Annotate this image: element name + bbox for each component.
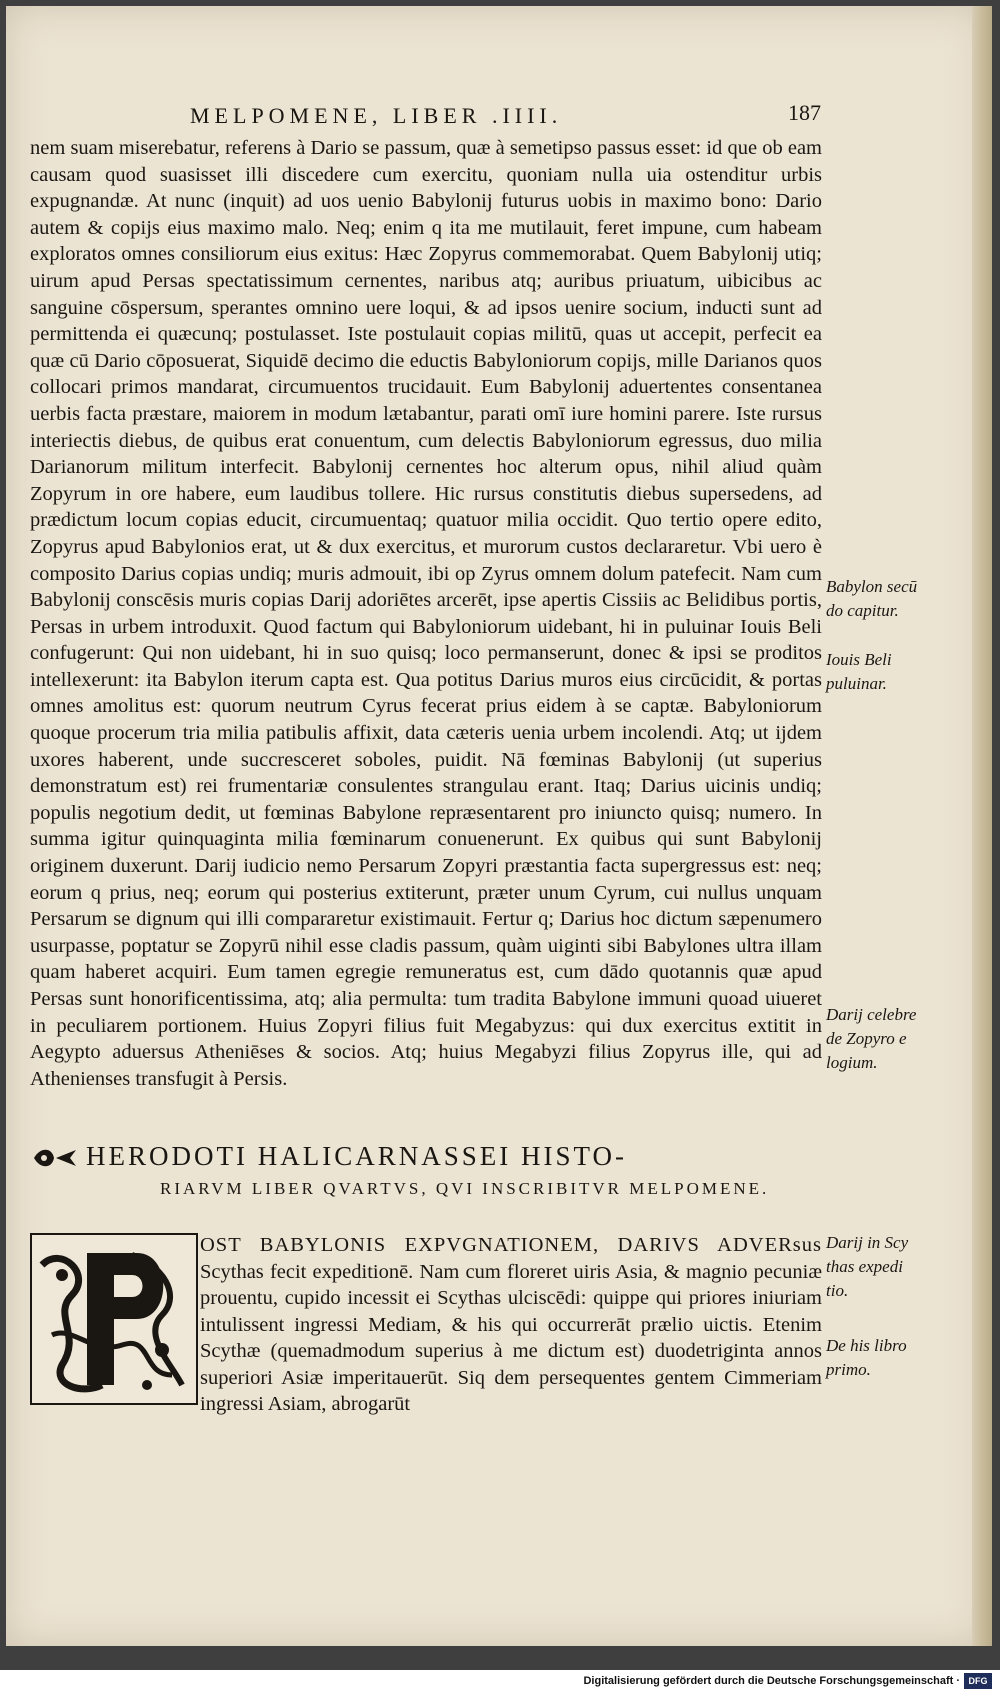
margin-note: Babylon secū do capitur.	[826, 577, 918, 620]
margin-note: Darij in Scy thas expedi tio.	[826, 1233, 909, 1300]
chapter-opening-caps: OST BABYLONIS EXPVGNATIONEM, DARIVS ADVERsus	[200, 1234, 822, 1256]
decorated-initial-p-icon	[30, 1233, 198, 1405]
fleuron-icon	[30, 1145, 80, 1171]
body-text	[30, 135, 822, 1092]
chapter-subheading: RIARVM LIBER QVARTVS, QVI INSCRIBITVR MELPOMENE.	[160, 1179, 770, 1198]
chapter-opening-text	[200, 1232, 822, 1418]
margin-note: Iouis Beli puluinar.	[826, 650, 892, 693]
page-number: 187	[788, 100, 821, 125]
margin-note: De his libro primo.	[826, 1336, 907, 1379]
chapter-heading: HERODOTI HALICARNASSEI HISTO-	[86, 1141, 627, 1171]
digitization-credit: Digitalisierung gefördert durch die Deutsche Forschungsgemeinschaft ·	[583, 1675, 960, 1687]
margin-note: Darij celebre de Zopyro e logium.	[826, 1005, 917, 1072]
chapter-opening-rest: Scythas fecit expeditionē. Nam cum floreret uiris Asia, & magnio pecuniæ prouentu, cupido incessit ei Scythas ulciscēdi: quippe qui priores iniuriam intulissent ingressi Mediam, & his qui occurrerāt prælio uictis. Etenim Scythæ (quemadmodum superius à me dictum est) duodetriginta annos superiori Asiæ imperitauerūt. Siq dem persequentes gentem Cimmeriam ingressi Asiam, abrogarūt	[200, 1260, 822, 1415]
dfg-logo: DFG	[964, 1673, 992, 1689]
running-title: MELPOMENE, LIBER .IIII.	[190, 103, 563, 128]
page-edge	[972, 6, 992, 1646]
body-paragraph: nem suam miserebatur, referens à Dario se passum, quæ à semetipso passus esset: id que ob eam causam quod suasisset illi discedere cum exercitu, quoniam nulla uia ostenditur urbis expugnandæ. At nunc (inquit) ad uos uenio Babylonij futurus uobis in maximo bono: Dario autem & copijs eius maximo malo. Neq; enim q ita me mutilauit, feret impune, cum habeam exploratos omnes consiliorum eius exitus: Hæc Zopyrus commemorabat. Quem Babylonij utiq; uirum apud Persas spectatissimum cernentes, naribus atq; auribus priuatum, uibicibus ac sanguine cōspersum, sperantes omnino uere loqui, & ad ipsos uenire socium, inducti sunt ad permittenda ei quæcunq; postulasset. Iste postulauit copias militū, quas ut accepit, perfecit ea quæ cū Dario cōposuerat, Siquidē decimo die eductis Babyloniorum copijs, mille Darianos quos collocari primos mandarat, circumuentos trucidauit. Eum Babylonij aduertentes consentanea uerbis facta præstare, maiorem in modum lætabantur, parati omī iure homini parere. Iste rursus interiectis diebus, de quibus erat conuentum, cum delectis Babyloniorum egressus, duo milia Darianorum militum interfecit. Babylonij cernentes hoc alterum opus, nihil aliud quàm Zopyrum in ore habere, eum laudibus tollere. Hic rursus constitutis diebus supersedens, ad prædictum locum copias educit, circumuentaq; quatuor milia occidit. Quo tertio opere edito, Zopyrus apud Babylonios erat, ut & dux exercitus, et murorum custos declararetur. Vbi uero è composito Darius copias undiq; muris admouit, ibi op Zyrus omnem dolum patefecit. Nam cum Babylonij conscēsis muris copias Darij adoriētes arcerēt, ipse apertis Cissiis ac Belidibus portis, Persas in urbem introduxit. Quod factum qui Babyloniorum uidebant, hi in puluinar Iouis Beli confugerunt: Qui non uidebant, hi in suo quisq; loco permanserunt, donec & ipsi se proditos intellexerunt: ita Babylon iterum capta est. Qua potitus Darius muros eius circūcidit, & portas omnes amolitus est: quorum neutrum Cyrus fecerat prius eidem à se captæ. Babyloniorum quoque procerum tria milia patibulis affixit, data cæteris uenia urbem incolendi. Atq; ut ijdem uxores haberent, unde succresceret soboles, puidit. Nā fœminas Babylonij (ut superius demonstratum est) rei frumentariæ consulentes strangulau erant. Itaq; Darius uicinis undiq; populis negotium dedit, ut fœminas Babylone repræsentarent pro iniuncto quisq; numero. In summa igitur quinquaginta milia fœminarum conuenerunt. Ex quibus qui sunt Babylonij originem duxerunt. Darij iudicio nemo Persarum Zopyri præstantia facta supergressus est: neq; eorum q prius, neq; eorum qui posterius extiterunt, præter unum Cyrum, cui nullus unquam Persarum se dignum qui illi compararetur existimauit. Fertur q; Darius hoc dictum sæpenumero usurpasse, poptatur se Zopyrū nihil esse cladis passum, quàm uiginti sibi Babylones ultra illam quam haberet acquiri. Eum tamen egregie remuneratus est, cum dādo quotannis quæ apud Persas sunt honorificentissima, atq; alia permulta: tum tradita Babylone immuni quoad uiueret in peculiarem portionem. Huius Zopyri filius fuit Megabyzus: qui dux exercitus extitit in Aegypto aduersus Atheniēses & socios. Atq; huius Megabyzi filius Zopyrus ille, qui ad Athenienses transfugit à Persis.	[30, 137, 822, 1090]
